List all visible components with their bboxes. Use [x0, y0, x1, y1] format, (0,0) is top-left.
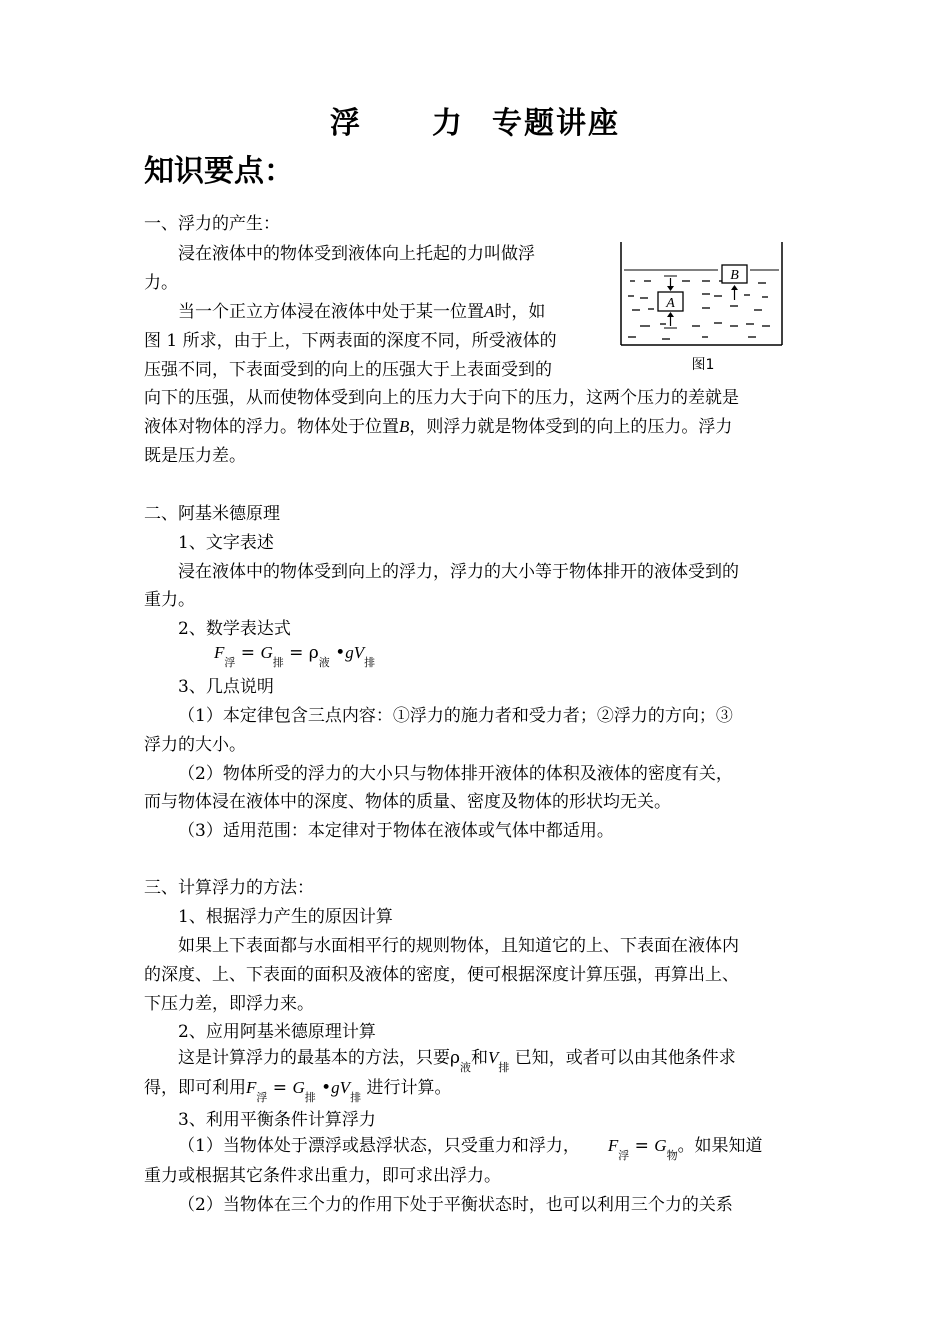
paragraph-line: （2）当物体在三个力的作用下处于平衡状态时，也可以利用三个力的关系 — [178, 1195, 733, 1215]
paragraph-line: 这是计算浮力的最基本的方法，只要$\rho_液$和$V_排$ 已知，或者可以由其他条件求 — [178, 1048, 736, 1074]
title-part: 专题讲座 — [492, 106, 620, 141]
paragraph-line: （1）当物体处于漂浮或悬浮状态，只受重力和浮力， $F_浮 = G_物$。如果知道 — [178, 1136, 763, 1162]
paragraph-line: 下压力差，即浮力来。 — [144, 994, 314, 1014]
subsection-title: 3、利用平衡条件计算浮力 — [178, 1110, 376, 1130]
block-b-label: B — [730, 268, 739, 283]
formula-archimedes: $F_浮 = G_排 = \rho_液$ $•gV_排$ — [214, 643, 376, 669]
paragraph-line: 浮力的大小。 — [144, 735, 246, 755]
subsection-title: 1、文字表述 — [178, 533, 274, 553]
subsection-title: 3、几点说明 — [178, 677, 274, 697]
paragraph-line: 向下的压强，从而使物体受到向上的压力大于向下的压力，这两个压力的差就是 — [144, 388, 739, 408]
title-part: 浮 — [330, 106, 362, 141]
paragraph-line: 图 1 所求，由于上，下两表面的深度不同，所受液体的 — [144, 331, 557, 351]
subsection-title: 2、应用阿基米德原理计算 — [178, 1022, 376, 1042]
section3-title: 三、计算浮力的方法： — [144, 878, 314, 898]
figure-caption: 图1 — [691, 357, 715, 373]
paragraph-line: （3）适用范围：本定律对于物体在液体或气体中都适用。 — [178, 821, 614, 841]
paragraph-line: 压强不同，下表面受到的向上的压强大于上表面受到的 — [144, 360, 552, 380]
paragraph-line: 液体对物体的浮力。物体处于位置B，则浮力就是物体受到的向上的压力。浮力 — [144, 417, 733, 437]
section2-title: 二、阿基米德原理 — [144, 504, 280, 524]
section-heading: 知识要点： — [144, 154, 294, 189]
figure-1-diagram — [618, 240, 788, 380]
paragraph-line: 浸在液体中的物体受到液体向上托起的力叫做浮 — [178, 244, 535, 264]
paragraph-line: 当一个正立方体浸在液体中处于某一位置A时，如 — [178, 302, 546, 322]
page-title — [0, 104, 950, 144]
block-a-label: A — [666, 296, 675, 311]
subsection-title: 1、根据浮力产生的原因计算 — [178, 907, 393, 927]
paragraph-line: 如果上下表面都与水面相平行的规则物体，且知道它的上、下表面在液体内 — [178, 936, 739, 956]
paragraph-line: 浸在液体中的物体受到向上的浮力，浮力的大小等于物体排开的液体受到的 — [178, 562, 739, 582]
paragraph-line: 力。 — [144, 273, 178, 293]
title-part: 力 — [432, 106, 464, 141]
paragraph-line: 重力或根据其它条件求出重力，即可求出浮力。 — [144, 1166, 501, 1186]
paragraph-line: （2）物体所受的浮力的大小只与物体排开液体的体积及液体的密度有关， — [178, 764, 733, 784]
subsection-title: 2、数学表达式 — [178, 619, 291, 639]
paragraph-line: 重力。 — [144, 590, 195, 610]
paragraph-line: 而与物体浸在液体中的深度、物体的质量、密度及物体的形状均无关。 — [144, 792, 671, 812]
paragraph-line: 得，即可利用$F_浮 = G_排$ $•gV_排$ 进行计算。 — [144, 1078, 452, 1104]
paragraph-line: （1）本定律包含三点内容：①浮力的施力者和受力者；②浮力的方向；③ — [178, 706, 733, 726]
section1-title: 一、浮力的产生： — [144, 214, 280, 234]
paragraph-line: 既是压力差。 — [144, 446, 246, 466]
paragraph-line: 的深度、上、下表面的面积及液体的密度，便可根据深度计算压强，再算出上、 — [144, 965, 739, 985]
